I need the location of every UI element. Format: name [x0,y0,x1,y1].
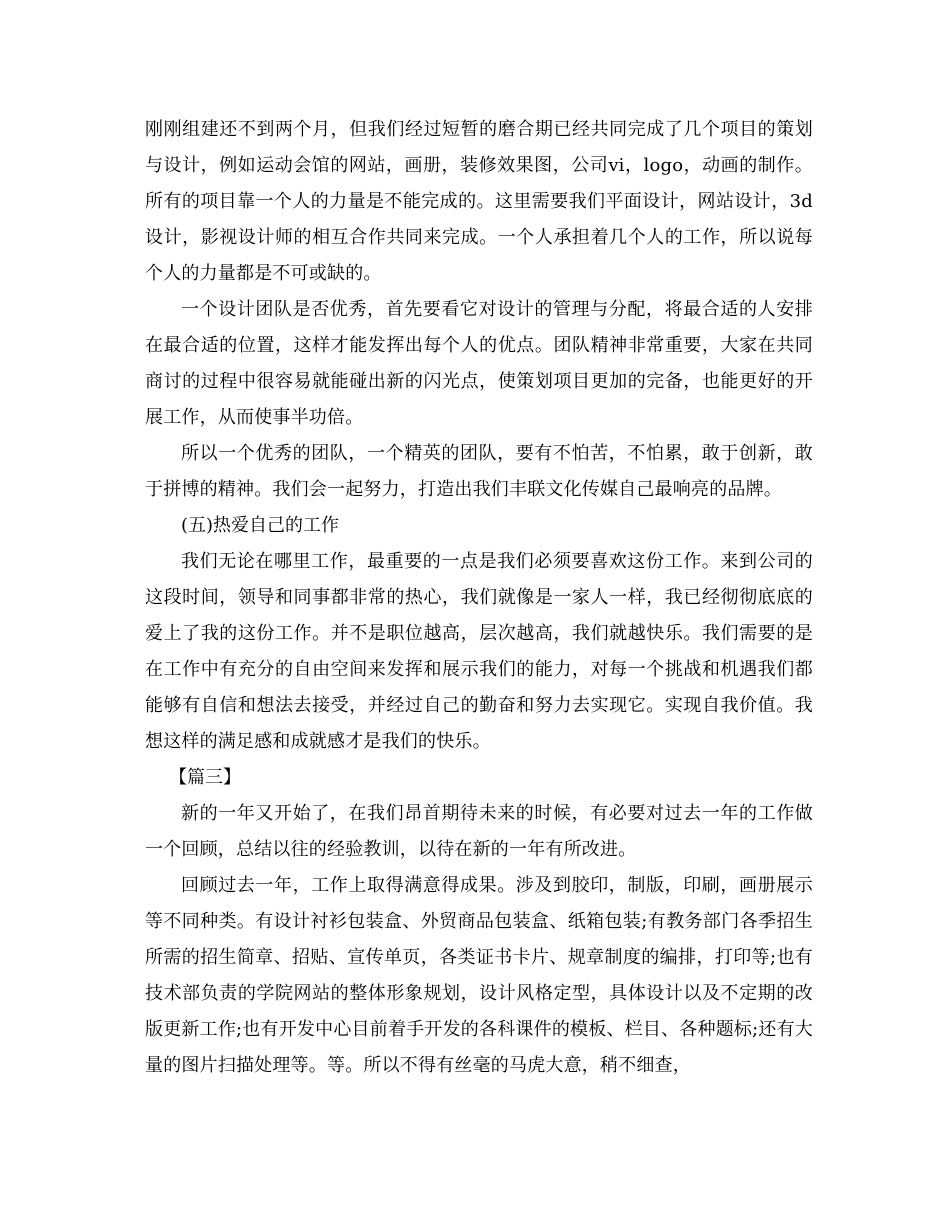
paragraph-team-projects: 刚刚组建还不到两个月，但我们经过短暂的磨合期已经共同完成了几个项目的策划与设计，例如运动会馆的网站，画册，装修效果图，公司vi，logo，动画的制作。所有的项目靠一个人的力量是不能完成的。这里需要我们平面设计，网站设计，3d设计，影视设计师的相互合作共同来完成。一个人承担着几个人的工作，所以说每个人的力量都是不可或缺的。 [145,119,813,284]
paragraph-new-year: 新的一年又开始了，在我们昂首期待未来的时候，有必要对过去一年的工作做一个回顾，总结以往的经验教训，以待在新的一年有所改进。 [145,803,813,860]
paragraph-excellent-team: 所以一个优秀的团队，一个精英的团队，要有不怕苦，不怕累，敢于创新，敢于拼博的精神。我们会一起努力，打造出我们丰联文化传媒自己最响亮的品牌。 [145,443,813,500]
chapter-heading-part-three: 【篇三】 [169,767,241,788]
paragraph-year-review: 回顾过去一年，工作上取得满意得成果。涉及到胶印，制版，印刷，画册展示等不同种类。有设计衬衫包装盒、外贸商品包装盒、纸箱包装;有教务部门各季招生所需的招生简章、招贴、宣传单页，各类证书卡片、规章制度的编排，打印等;也有技术部负责的学院网站的整体形象规划，设计风格定型，具体设计以及不定期的改版更新工作;也有开发中心目前着手开发的各科课件的模板、栏目、各种题标;还有大量的图片扫描处理等。等。所以不得有丝毫的马虎大意，稍不细查， [145,875,813,1076]
document-body [145,112,813,1084]
section-heading-love-work: (五)热爱自己的工作 [181,515,340,536]
paragraph-team-management: 一个设计团队是否优秀，首先要看它对设计的管理与分配，将最合适的人安排在最合适的位置，这样才能发挥出每个人的优点。团队精神非常重要，大家在共同商讨的过程中很容易就能碰出新的闪光点，使策划项目更加的完备，也能更好的开展工作，从而使事半功倍。 [145,299,813,428]
paragraph-love-work: 我们无论在哪里工作，最重要的一点是我们必须要喜欢这份工作。来到公司的这段时间，领导和同事都非常的热心，我们就像是一家人一样，我已经彻彻底底的爱上了我的这份工作。并不是职位越高，层次越高，我们就越快乐。我们需要的是在工作中有充分的自由空间来发挥和展示我们的能力，对每一个挑战和机遇我们都能够有自信和想法去接受，并经过自己的勤奋和努力去实现它。实现自我价值。我想这样的满足感和成就感才是我们的快乐。 [145,551,813,752]
